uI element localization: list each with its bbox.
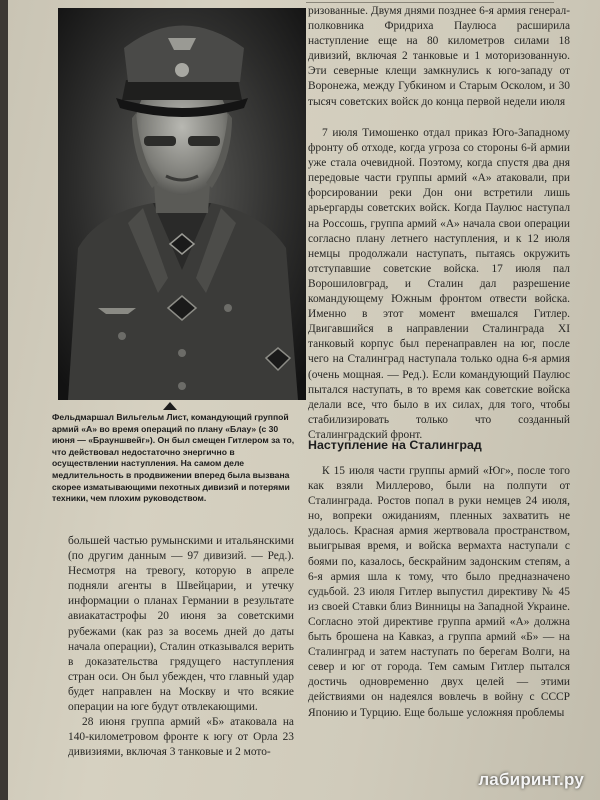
portrait-photo xyxy=(58,8,306,400)
watermark: лабиринт.ру xyxy=(478,770,584,789)
paragraph: К 15 июля части группы армий «Юг», после того как взяли Миллерово, были на полпути от Сталинграда. Ростов попал в руки немцев 24 июля, но, вопреки ожиданиям, пленных захватить не удалось. Красная армия жертвовала пространством, выигрывая время, и войска вермахта наступали с боями по, казалось, бескрайним задонским степям, а 6-я армия шла к тому, что было предназначено судьбой. 23 июля Гитлер выпустил директиву № 45 из своей Ставки близ Винницы на Западной Украине. Согласно этой директиве группа армий «А» должна быть брошена на Кавказ, а группа армий «Б» — на Сталинград и затем наступать по берегам Волги, на север и юг от города. Тем самым Гитлер пытался достичь одновременно двух целей — этими действиями он надеялся вовлечь в войну с СССР Японию и Турцию. Еще больше усложняя проблемы xyxy=(308,465,570,719)
section-heading: Наступление на Сталинград xyxy=(308,438,482,452)
paragraph: ризованные. Двумя днями позднее 6-я армия генерал-полковника Фридриха Паулюса расширила наступление еще на 80 километров силами 18 дивизий, включая 2 танковые и 1 моторизованную. Эти северные клещи замкнулись к юго-западу от Воронежа, между Губкином и Старым Осколом, и 30 тысяч советских войск до конца первой недели июля xyxy=(308,5,570,108)
book-page xyxy=(8,0,600,800)
caption-pointer xyxy=(163,402,177,410)
paragraph: 7 июля Тимошенко отдал приказ Юго-Западному фронту об отходе, когда угроза со стороны 6-й армии уже стала очевидной. Поэтому, когда спустя два дня передовые части группы армий «А» атаковали, при форсировании реки Дон они встретили лишь арьергарды советских войск. Когда Паулюс наступал на Россошь, группа армий «А» начала свои операции согласно плану летнего наступления, и к 12 июля немцы продолжали наступать, пытаясь окружить отступавшие советские войска. 17 июля пал Ворошиловград, и Сталин дал разрешение командующему Южным фронтом отвести войска. Именно в этот момент вмешался Гитлер. Двигавшийся в направлении Сталинграда XI танковый корпус был перенаправлен на юг, после чего на Сталинград наступала только одна 6-я армия (очень мощная. — Ред.). Если командующий Паулюс пытался наступать, в то время как советские войска делали все, что было в их силах, для того, чтобы стабилизировать только что созданный Сталинградский фронт. xyxy=(308,127,570,441)
paragraph: 28 июня группа армий «Б» атаковала на 140-километровом фронте к югу от Орла 23 дивизиями, включая 3 танковые и 2 мото- xyxy=(68,716,294,759)
left-column-bottom xyxy=(68,534,294,760)
field-marshal-portrait xyxy=(58,8,306,400)
right-column-middle xyxy=(308,126,570,443)
top-rule xyxy=(306,2,554,3)
paragraph: большей частью румынскими и итальянскими (по другим данным — 97 дивизий. — Ред.). Несмотря на тревогу, которую в апреле подняли агенты в Швейцарии, и утечку информации о планах Германии в результате авиакатастрофы 20 июня за советскими рубежами (как раз за восемь дней до даты начала операции), Сталин отказывался верить в доказательства грядущего наступления стран оси. Он был убежден, что главный удар будет направлен на Москву и что всякие операции на юге будут отвлекающими. xyxy=(68,535,294,714)
photo-caption: Фельдмаршал Вильгельм Лист, командующий группой армий «А» во время операций по плану «Блау» (с 30 июня — «Брауншвейг»). Он был смещен Гитлером за то, что действовал недостаточно энергично в осуществлении наступления. На самом деле медлительность в продвижении вперед была вызвана скорее изматывающими пехотных дивизий и потерями техники, чем плохим руководством. xyxy=(52,412,295,504)
right-column-top xyxy=(308,4,570,110)
right-column-bottom xyxy=(308,464,570,721)
